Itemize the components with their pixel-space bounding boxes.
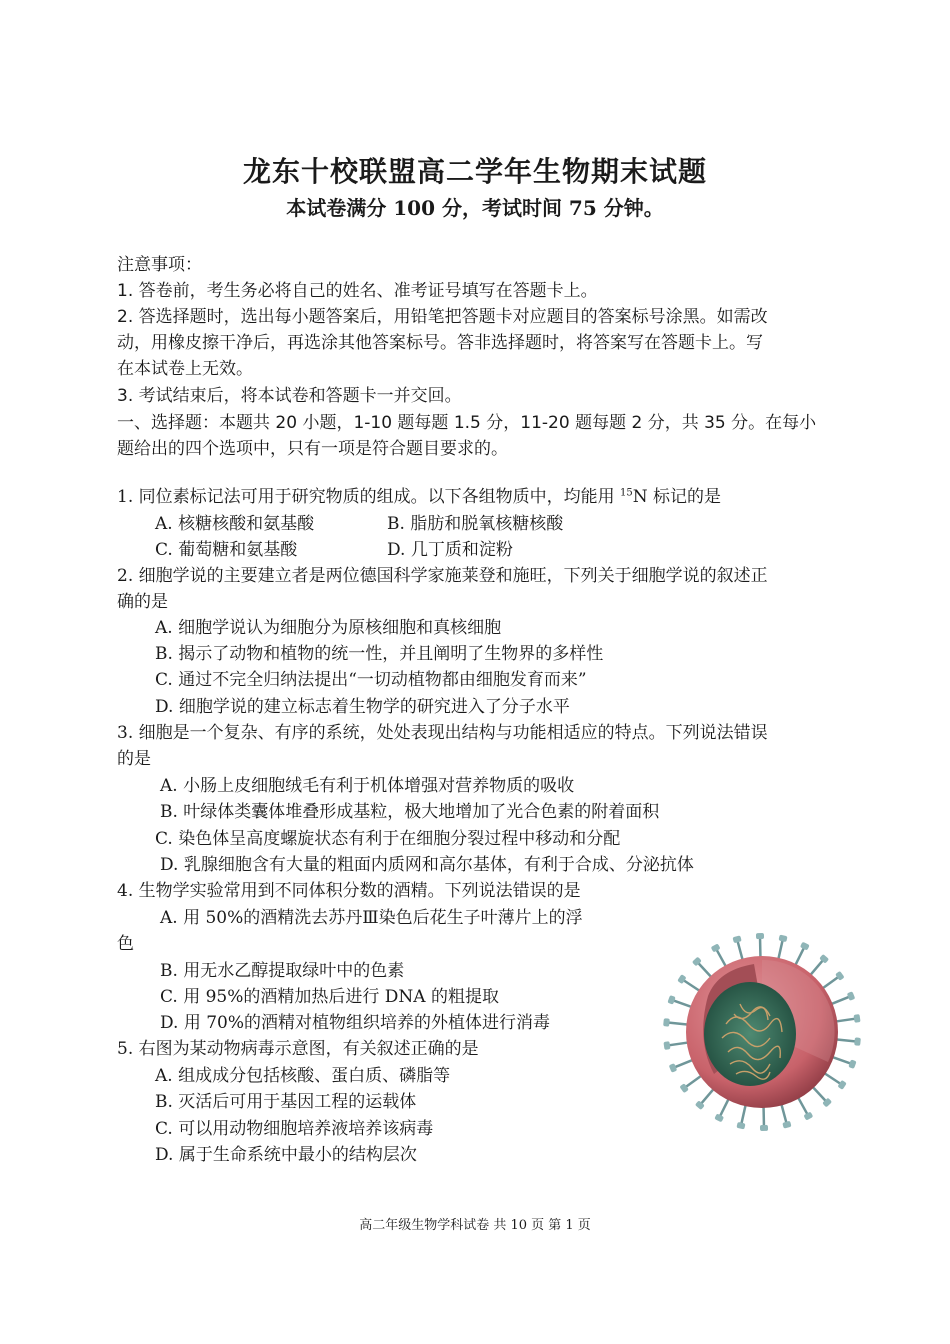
question-3-stem-1: 3. 细胞是一个复杂、有序的系统，处处表现出结构与功能相适应的特点。下列说法错误	[117, 723, 768, 743]
spike-head	[847, 991, 856, 1001]
notice-line-2b: 动，用橡皮擦干净后，再选涂其他答案标号。答非选择题时，将答案写在答题卡上。写	[117, 333, 763, 353]
question-4-stem: 4. 生物学实验常用到不同体积分数的酒精。下列说法错误的是	[117, 881, 581, 901]
spike-head	[800, 942, 810, 951]
spike-head	[669, 1063, 678, 1073]
question-3-option-a: A. 小肠上皮细胞绒毛有利于机体增强对营养物质的吸收	[160, 776, 575, 796]
question-2-option-d: D. 细胞学说的建立标志着生物学的研究进入了分子水平	[155, 697, 570, 717]
question-3-option-b: B. 叶绿体类囊体堆叠形成基粒，极大地增加了光合色素的附着面积	[160, 802, 660, 822]
spike-head	[854, 1014, 861, 1023]
question-1-stem: 1. 同位素标记法可用于研究物质的组成。以下各组物质中，均能用 $^{15}$N 标记的是	[117, 487, 722, 507]
spike-stalk	[700, 1088, 714, 1105]
question-5-option-b: B. 灭活后可用于基因工程的运载体	[155, 1092, 417, 1112]
spike-head	[760, 1125, 768, 1131]
question-2-option-c: C. 通过不完全归纳法提出“一切动植物都由细胞发育而来”	[155, 670, 587, 690]
spike-stalk	[666, 1022, 688, 1024]
spike-stalk	[795, 946, 805, 966]
spike-stalk	[824, 1073, 842, 1085]
page-title: 龙东十校联盟高二学年生物期末试题	[242, 155, 707, 188]
question-3-option-d: D. 乳腺细胞含有大量的粗面内质网和高尔基体，有利于合成、分泌抗体	[160, 855, 694, 875]
spike-stalk	[836, 1039, 858, 1041]
spike-stalk	[672, 1000, 693, 1007]
question-5-stem: 5. 右图为某动物病毒示意图，有关叙述正确的是	[117, 1039, 479, 1059]
spike-stalk	[822, 976, 840, 989]
question-3-option-c: C. 染色体呈高度螺旋状态有利于在细胞分裂过程中移动和分配	[155, 829, 621, 849]
spike-stalk	[835, 1018, 857, 1021]
question-2-stem-2: 确的是	[117, 592, 168, 612]
spike-head	[848, 1059, 856, 1069]
spike-stalk	[810, 959, 824, 976]
spike-stalk	[737, 939, 743, 960]
spike-head	[732, 935, 741, 943]
spike-stalk	[673, 1060, 693, 1068]
page-footer: 高二年级生物学科试卷 共 10 页 第 1 页	[359, 1218, 591, 1233]
spike-stalk	[812, 1086, 827, 1102]
question-4-option-a: A. 用 50%的酒精洗去苏丹Ⅲ染色后花生子叶薄片上的浮	[160, 908, 583, 928]
spike-head	[714, 1113, 724, 1122]
spike-head	[663, 1018, 670, 1027]
spike-stalk	[781, 1103, 787, 1124]
question-1-option-b: B. 脂肪和脱氧核糖核酸	[387, 514, 564, 534]
spike-head	[782, 1121, 791, 1129]
spike-head	[667, 995, 675, 1005]
spike-head	[854, 1037, 861, 1046]
spike-stalk	[697, 961, 712, 977]
question-5-option-c: C. 可以用动物细胞培养液培养该病毒	[155, 1119, 434, 1139]
notice-heading: 注意事项：	[117, 255, 202, 275]
question-4-option-a-cont: 色	[117, 934, 134, 954]
question-2-stem-1: 2. 细胞学说的主要建立者是两位德国科学家施莱登和施旺，下列关于细胞学说的叙述正	[117, 566, 768, 586]
section-instructions-a: 一、选择题：本题共 20 小题，1-10 题每题 1.5 分，11-20 题每题 2 分，共 35 分。在每小	[117, 413, 817, 433]
spike-stalk	[716, 948, 727, 967]
spike-head	[803, 1111, 813, 1120]
question-5-option-d: D. 属于生命系统中最小的结构层次	[155, 1145, 417, 1165]
virus-illustration	[656, 924, 868, 1136]
question-2-option-b: B. 揭示了动物和植物的统一性，并且阐明了生物界的多样性	[155, 644, 604, 664]
spike-head	[711, 943, 721, 952]
question-1-option-a: A. 核糖核酸和氨基酸	[155, 514, 315, 534]
spike-stalk	[741, 1104, 746, 1125]
spike-head	[756, 933, 764, 939]
question-1-option-d: D. 几丁质和淀粉	[387, 540, 513, 560]
spike-stalk	[684, 1075, 702, 1088]
question-5-option-a: A. 组成成分包括核酸、蛋白质、磷脂等	[155, 1066, 451, 1086]
question-3-stem-2: 的是	[117, 749, 151, 769]
spike-stalk	[682, 979, 700, 991]
question-4-option-d: D. 用 70%的酒精对植物组织培养的外植体进行消毒	[160, 1013, 551, 1033]
spike-head	[778, 935, 787, 943]
question-1-option-c: C. 葡萄糖和氨基酸	[155, 540, 298, 560]
question-2-option-a: A. 细胞学说认为细胞分为原核细胞和真核细胞	[155, 618, 502, 638]
question-4-option-c: C. 用 95%的酒精加热后进行 DNA 的粗提取	[160, 987, 499, 1007]
spike-head	[663, 1041, 670, 1050]
spike-stalk	[719, 1098, 729, 1118]
capsid-interior	[704, 982, 796, 1086]
spike-stalk	[798, 1097, 809, 1116]
spike-stalk	[667, 1042, 689, 1045]
spike-stalk	[778, 938, 783, 959]
spike-stalk	[832, 1057, 853, 1064]
notice-line-2c: 在本试卷上无效。	[117, 359, 253, 379]
section-instructions-b: 题给出的四个选项中，只有一项是符合题目要求的。	[117, 439, 508, 459]
notice-line-2a: 2. 答选择题时，选出每小题答案后，用铅笔把答题卡对应题目的答案标号涂黑。如需改	[117, 307, 768, 327]
spike-head	[736, 1122, 745, 1130]
notice-line-3: 3. 考试结束后，将本试卷和答题卡一并交回。	[117, 386, 462, 406]
spike-stalk	[831, 996, 851, 1004]
notice-line-1: 1. 答卷前，考生务必将自己的姓名、准考证号填写在答题卡上。	[117, 281, 598, 301]
question-4-option-b: B. 用无水乙醇提取绿叶中的色素	[160, 961, 405, 981]
exam-info: 本试卷满分 100 分，考试时间 75 分钟。	[286, 196, 664, 220]
